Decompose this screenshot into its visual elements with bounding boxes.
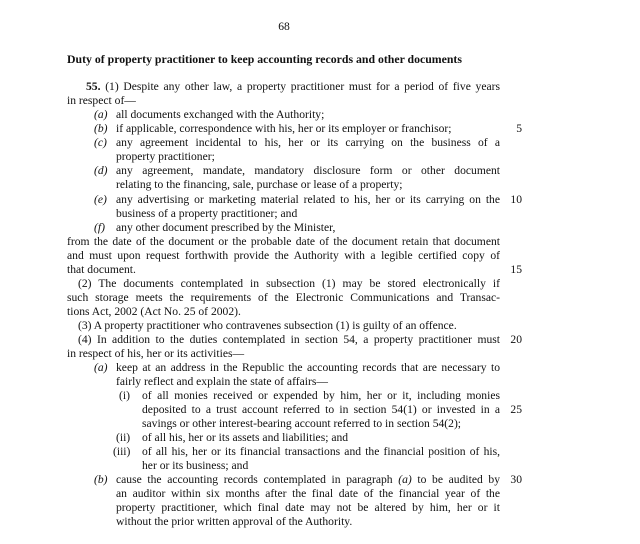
margin-line-number: 15 [510,263,522,276]
text-line: without the prior written approval of the Authority. [116,515,353,528]
text-line: fairly reflect and explain the state of affairs— [116,375,328,388]
page-number: 68 [278,20,290,33]
margin-line-number: 25 [510,403,522,416]
item-label: (c) [94,136,107,149]
text-line: that document. [67,263,136,276]
text-line: in respect of— [67,94,136,107]
text-line: any agreement incidental to his, her or its carrying on the business of a [116,136,500,149]
item-label: (f) [94,221,105,234]
text-line: any agreement, mandate, mandatory disclosure form or other document [116,164,500,177]
text-line [86,80,500,94]
subitem-label: (ii) [116,431,131,444]
text-line: if applicable, correspondence with his, her or its employer or franchisor; [116,122,452,135]
text-line: any other document prescribed by the Minister, [116,221,336,234]
item-label: (e) [94,193,107,206]
text-line: business of a property practitioner; and [116,207,298,220]
text-line: of all his, her or its assets and liabilities; and [142,431,349,444]
subitem-label: (i) [119,389,130,402]
text-line [116,473,500,487]
text-line: property practitioner; [116,150,215,163]
section-number: 55. [86,80,101,93]
text-line: of all monies received or expended by him, her or it, including monies [142,389,500,402]
subitem-label: (iii) [113,445,131,458]
text-line: from the date of the document or the probable date of the document retain that document [67,235,500,248]
text-line: such storage meets the requirements of the Electronic Communications and Transac- [67,291,500,304]
text-line: keep at an address in the Republic the accounting records that are necessary to [116,361,500,374]
text-line: in respect of his, her or its activities— [67,347,245,360]
text-line: savings or other interest-bearing account referred to in section 54(2); [142,417,462,430]
item-label: (b) [94,122,108,135]
text-segment: to be audited by [411,473,501,486]
text-line: of all his, her or its financial transactions and the financial position of his, [142,445,500,458]
margin-line-number: 30 [510,473,522,486]
text-line: (4) In addition to the duties contemplated in section 54, a property practitioner must [78,333,500,346]
text-line: (2) The documents contemplated in subsection (1) may be stored electronically if [78,277,500,290]
item-label: (d) [94,164,108,177]
text-line: deposited to a trust account referred to in section 54(1) or invested in a [142,403,500,416]
margin-line-number: 5 [516,122,522,135]
text-line: an auditor within six months after the final date of the financial year of the [116,487,500,500]
text-segment: cause the accounting records contemplated in paragraph [116,473,399,486]
text-line: all documents exchanged with the Authority; [116,108,325,121]
text-line: tions Act, 2002 (Act No. 25 of 2002). [67,305,241,318]
text-line: property practitioner, which final date may not be altered by him, her or it [116,501,500,514]
text-line: and must upon request forthwith provide the Authority with a legible certified copy of [67,249,500,262]
text-line: her or its business; and [142,459,249,472]
section-heading: Duty of property practitioner to keep accounting records and other documents [67,52,462,66]
text-line-content: (1) Despite any other law, a property practitioner must for a period of five years [105,80,500,93]
item-label: (a) [94,108,108,121]
text-segment-italic: (a) [398,473,412,486]
margin-line-number: 10 [510,193,522,206]
text-line: (3) A property practitioner who contravenes subsection (1) is guilty of an offence. [78,319,457,332]
item-label: (b) [94,473,108,486]
text-line: any advertising or marketing material related to his, her or its carrying on the [116,193,500,206]
item-label: (a) [94,361,108,374]
text-line: relating to the financing, sale, purchase or lease of a property; [116,178,403,191]
margin-line-number: 20 [510,333,522,346]
